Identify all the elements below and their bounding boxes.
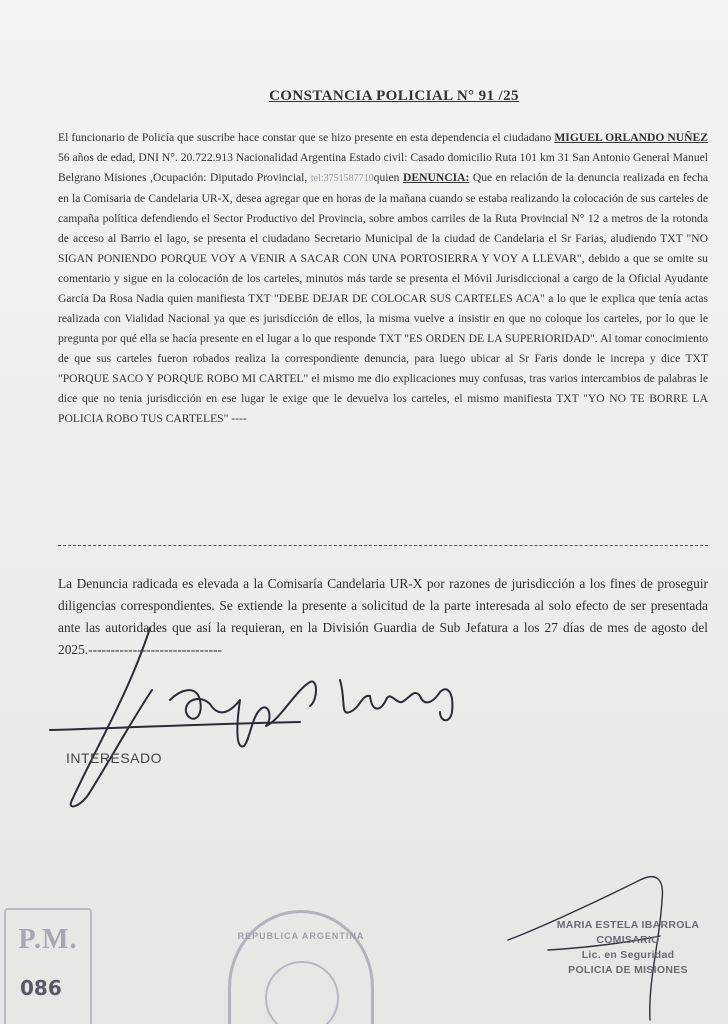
quote: "DEBE DEJAR DE COLOCAR SUS CARTELES ACA" — [274, 292, 545, 305]
text: El funcionario de Policía que suscribe hace constar que se hizo presente en esta dependencia el ciudadano — [58, 131, 555, 144]
text: 56 años de edad, DNI N°. 20.722.913 Nacionalidad Argentina Estado civil: Casado domicilio Ruta 101 km 31 San Antonio General Manuel Belgrano Misiones ,Ocupación: Diputado Provincial, — [58, 151, 708, 184]
text: Que en relación de la denuncia realizada en fecha en la Comisaria de Candelaria UR-X, desea agregar que en horas de la mañana cuando se estaba realizando la colocación de sus carteles de campaña política defendiendo el Sector Productivo del Provincia, sobre ambos carriles de la Ruta Provincial N° 12 a metros de la rotonda de acceso al Barrio el lago, se presenta el ciudadano Secretario Municipal de la ciudad de Candelaria el Sr Farias, aludiendo TXT — [58, 171, 709, 245]
text: ---- — [228, 412, 247, 425]
pm-stamp-number: 086 — [20, 976, 62, 1000]
phone-number: tel:3751587710 — [310, 173, 374, 184]
interesado-label: INTERESADO — [66, 750, 163, 766]
quote: "NO SIGAN PONIENDO PORQUE VOY A VENIR A SACAR CON UNA PORTOSIERRA Y VOY A LLEVAR" — [58, 232, 708, 265]
quote: "PORQUE SACO Y PORQUE ROBO MI CARTEL" — [58, 372, 309, 385]
text: La Denuncia radicada es elevada a la Comisaría Candelaria UR-X por razones de jurisdicción a los fines de proseguir diligencias correspondientes. Se extiende la presente a solicitud de la parte interesada al solo efecto de ser presentada ante las autoridades que así la requieran, en la División Guardia de Sub Jefatura a los 27 días de mes de agosto del 2025. — [58, 576, 708, 658]
text: el mismo me dio explicaciones muy confusas, tras varios intercambios de palabras le dice que no tenia jurisdicción en ese lugar le exige que le devuelva los carteles, el mismo manifiesta TXT — [58, 372, 708, 405]
pm-stamp — [4, 908, 92, 1024]
official-degree: Lic. en Seguridad — [581, 949, 675, 961]
seal-text: REPUBLICA ARGENTINA — [237, 931, 365, 941]
document-title: CONSTANCIA POLICIAL N° 91 /25 — [269, 88, 519, 104]
text: , debido a que se omite su comentario y sigue en la colocación de los carteles, minutos más tarde se presenta el Móvil Jurisdiccional a cargo de la Oficial Ayudante García Da Rosa Nadia quien manifiesta TXT — [58, 252, 708, 305]
text: a lo que le explica que tenía actas realizada con Vialidad Nacional ya que es jurisdicción de ellos, la misma vuelve a insistir en que no coloque los carteles, por lo que le pregunta por qué ella se hacía presente en el lugar a lo que responde TXT — [58, 292, 709, 345]
official-rank: COMISARIO — [596, 934, 660, 946]
quote: "ES ORDEN DE LA SUPERIORIDAD" — [404, 332, 595, 345]
text: . Al tomar conocimiento de que sus carteles fueron robados realiza la correspondiente denuncia, para luego ubicar al Sr Faris donde le increpa y dice TXT — [58, 332, 708, 365]
denuncia-label: DENUNCIA: — [402, 171, 470, 184]
pm-stamp-text: P.M. — [18, 924, 78, 955]
text: quien — [373, 171, 403, 184]
official-stamp — [538, 918, 718, 978]
quote: "YO NO TE BORRE LA POLICIA ROBO TUS CARTELES" — [58, 392, 709, 425]
dash-tail: ------------------------------ — [88, 642, 222, 658]
official-name: MARIA ESTELA IBARROLA — [556, 919, 700, 931]
official-agency: POLICIA DE MISIONES — [568, 964, 688, 976]
seal-emblem — [265, 961, 339, 1024]
person-name: MIGUEL ORLANDO NUÑEZ — [554, 131, 709, 144]
